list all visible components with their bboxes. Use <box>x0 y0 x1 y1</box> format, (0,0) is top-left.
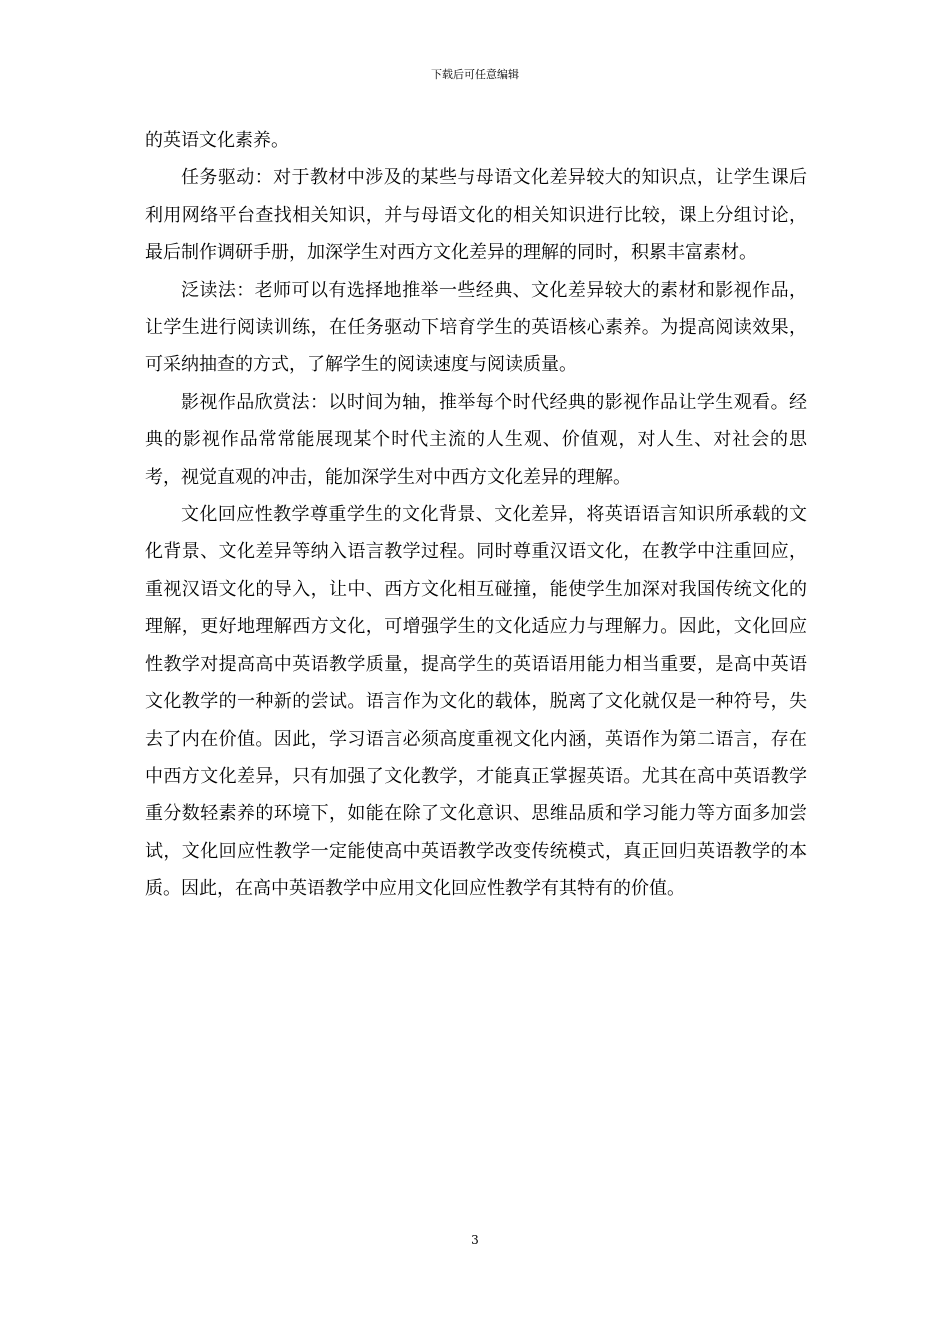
page-header: 下载后可任意编辑 <box>431 68 519 81</box>
page-number: 3 <box>471 1233 479 1247</box>
paragraph-task-driven: 任务驱动：对于教材中涉及的某些与母语文化差异较大的知识点，让学生课后利用网络平台查找相关知识，并与母语文化的相关知识进行比较，课上分组讨论，最后制作调研手册，加深学生对西方文化差异的理解的同时，积累丰富素材。 <box>145 167 807 264</box>
paragraph-continuation: 的英语文化素养。 <box>145 130 289 151</box>
body-text <box>145 122 807 908</box>
paragraph-extensive-reading: 泛读法：老师可以有选择地推举一些经典、文化差异较大的素材和影视作品，让学生进行阅读训练，在任务驱动下培育学生的英语核心素养。为提高阅读效果，可采纳抽查的方式，了解学生的阅读速度与阅读质量。 <box>145 279 807 376</box>
paragraph-conclusion: 文化回应性教学尊重学生的文化背景、文化差异，将英语语言知识所承载的文化背景、文化差异等纳入语言教学过程。同时尊重汉语文化，在教学中注重回应，重视汉语文化的导入，让中、西方文化相互碰撞，能使学生加深对我国传统文化的理解，更好地理解西方文化，可增强学生的文化适应力与理解力。因此，文化回应性教学对提高高中英语教学质量，提高学生的英语语用能力相当重要，是高中英语文化教学的一种新的尝试。语言作为文化的载体，脱离了文化就仅是一种符号，失去了内在价值。因此，学习语言必须高度重视文化内涵，英语作为第二语言，存在中西方文化差异，只有加强了文化教学，才能真正掌握英语。尤其在高中英语教学重分数轻素养的环境下，如能在除了文化意识、思维品质和学习能力等方面多加尝试，文化回应性教学一定能使高中英语教学改变传统模式，真正回归英语教学的本质。因此，在高中英语教学中应用文化回应性教学有其特有的价值。 <box>145 504 807 900</box>
paragraph-film-appreciation: 影视作品欣赏法：以时间为轴，推举每个时代经典的影视作品让学生观看。经典的影视作品常常能展现某个时代主流的人生观、价值观，对人生、对社会的思考，视觉直观的冲击，能加深学生对中西方文化差异的理解。 <box>145 391 807 488</box>
